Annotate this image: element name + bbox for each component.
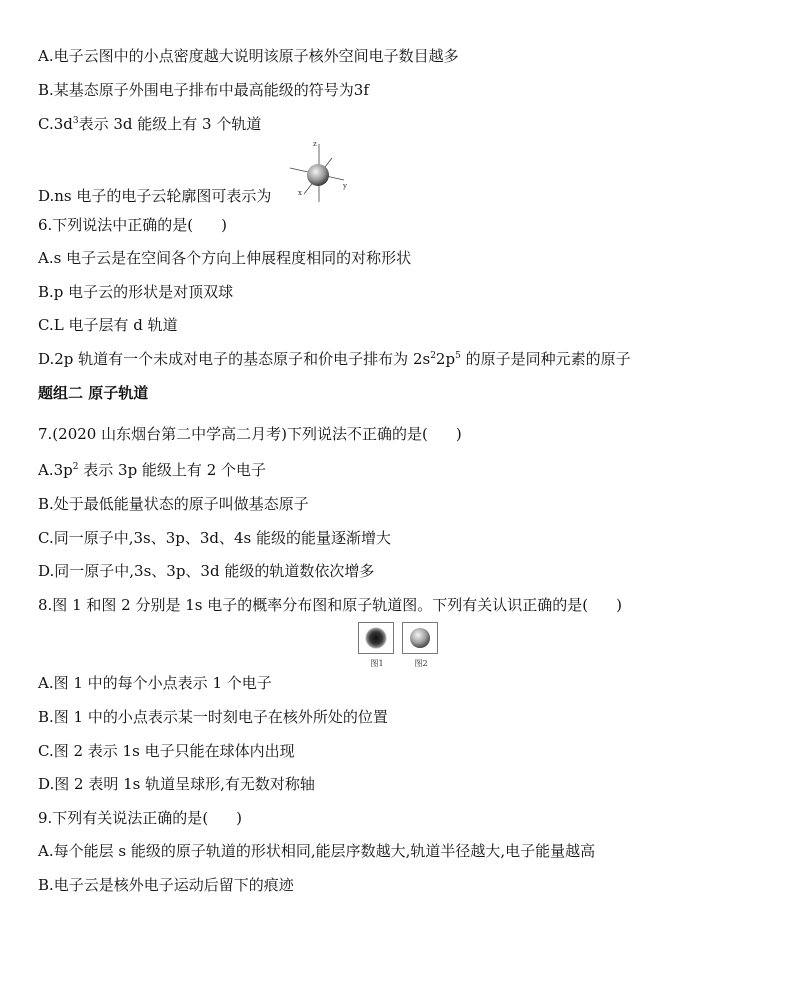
- figure-2-caption: 图2: [414, 659, 428, 668]
- q5-option-c: $C.3d^3$表示 3d 能级上有 3 个轨道: [38, 115, 262, 133]
- q9-option-b: B.电子云是核外电子运动后留下的痕迹: [38, 876, 294, 894]
- q7-option-a: $A.3p^2$ 表示 3p 能级上有 2 个电子: [38, 461, 267, 479]
- q8-stem: 8.图 1 和图 2 分别是 1s 电子的概率分布图和原子轨道图。下列有关认识正确的是( ): [38, 596, 622, 614]
- q6-option-d: D.2p 轨道有一个未成对电子的基态原子和价电子排布为 $2s^22p^5$ 的原子是同种元素的原子: [38, 350, 631, 368]
- axis-z-label: z: [313, 140, 317, 148]
- q5-option-b: B.某基态原子外围电子排布中最高能级的符号为3f: [38, 81, 369, 99]
- q7-option-b: B.处于最低能量状态的原子叫做基态原子: [38, 495, 309, 513]
- q8-option-d: D.图 2 表明 1s 轨道呈球形,有无数对称轴: [38, 775, 315, 793]
- q6-option-b: B.p 电子云的形状是对顶双球: [38, 283, 234, 301]
- q6-stem: 6.下列说法中正确的是( ): [38, 216, 228, 234]
- s-orbital-figure: [286, 138, 352, 204]
- axis-y-label: y: [343, 182, 347, 190]
- orbital-sphere-image: [402, 622, 438, 654]
- q7-option-c: C.同一原子中,3s、3p、3d、4s 能级的能量逐渐增大: [38, 529, 392, 547]
- q7-stem: 7.(2020 山东烟台第二中学高二月考)下列说法不正确的是( ): [38, 425, 462, 443]
- q9-option-a: A.每个能层 s 能级的原子轨道的形状相同,能层序数越大,轨道半径越大,电子能量越高: [38, 842, 596, 860]
- q5-option-d: D.ns 电子的电子云轮廓图可表示为: [38, 187, 272, 205]
- q7-option-d: D.同一原子中,3s、3p、3d 能级的轨道数依次增多: [38, 562, 375, 580]
- section-heading: 题组二 原子轨道: [38, 384, 149, 402]
- figure-2: [402, 622, 440, 669]
- q8-option-c: C.图 2 表示 1s 电子只能在球体内出现: [38, 742, 295, 760]
- probability-cloud-image: [358, 622, 394, 654]
- q9-stem: 9.下列有关说法正确的是( ): [38, 809, 243, 827]
- sphere: [307, 164, 329, 186]
- q8-option-a: A.图 1 中的每个小点表示 1 个电子: [38, 674, 272, 692]
- figure-1: [358, 622, 396, 669]
- q6-option-a: A.s 电子云是在空间各个方向上伸展程度相同的对称形状: [38, 249, 412, 267]
- figure-1-caption: 图1: [370, 659, 384, 668]
- q6-option-c: C.L 电子层有 d 轨道: [38, 316, 178, 334]
- q5-option-a: A.电子云图中的小点密度越大说明该原子核外空间电子数目越多: [38, 47, 459, 65]
- axis-x-label: x: [298, 189, 302, 197]
- q8-option-b: B.图 1 中的小点表示某一时刻电子在核外所处的位置: [38, 708, 388, 726]
